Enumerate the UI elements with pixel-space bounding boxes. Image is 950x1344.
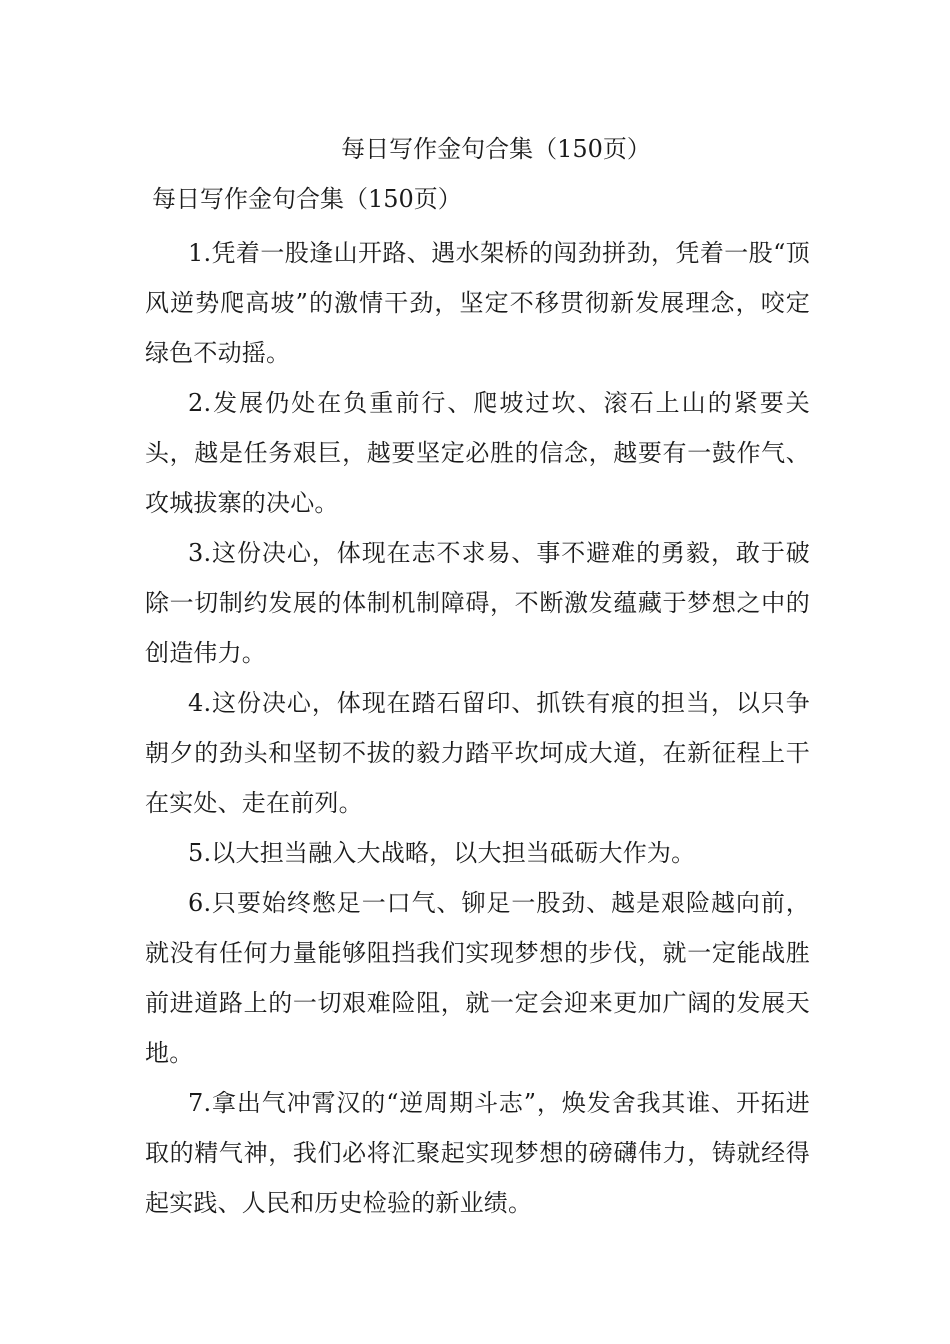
- paragraph-5: 5.以大担当融入大战略，以大担当砥砺大作为。: [188, 839, 696, 867]
- paragraph-1: 1.凭着一股逢山开路、遇水架桥的闯劲拼劲，凭着一股“顶风逆势爬高坡”的激情干劲，坚定不移贯彻新发展理念，咬定绿色不动摇。: [145, 239, 810, 367]
- document-subtitle: 每日写作金句合集（150页）: [152, 185, 462, 213]
- paragraph-2: 2.发展仍处在负重前行、爬坡过坎、滚石上山的紧要关头，越是任务艰巨，越要坚定必胜的信念，越要有一鼓作气、攻城拔寨的决心。: [145, 389, 810, 517]
- document-title: 每日写作金句合集（150页）: [341, 135, 651, 163]
- paragraph-4: 4.这份决心，体现在踏石留印、抓铁有痕的担当，以只争朝夕的劲头和坚韧不拔的毅力踏平坎坷成大道，在新征程上干在实处、走在前列。: [145, 689, 810, 817]
- document-body: [145, 228, 810, 1228]
- paragraph-7: 7.拿出气冲霄汉的“逆周期斗志”，焕发舍我其谁、开拓进取的精气神，我们必将汇聚起实现梦想的磅礴伟力，铸就经得起实践、人民和历史检验的新业绩。: [145, 1089, 810, 1217]
- paragraph-6: 6.只要始终憋足一口气、铆足一股劲、越是艰险越向前，就没有任何力量能够阻挡我们实现梦想的步伐，就一定能战胜前进道路上的一切艰难险阻，就一定会迎来更加广阔的发展天地。: [145, 889, 810, 1067]
- paragraph-3: 3.这份决心，体现在志不求易、事不避难的勇毅，敢于破除一切制约发展的体制机制障碍，不断激发蕴藏于梦想之中的创造伟力。: [145, 539, 810, 667]
